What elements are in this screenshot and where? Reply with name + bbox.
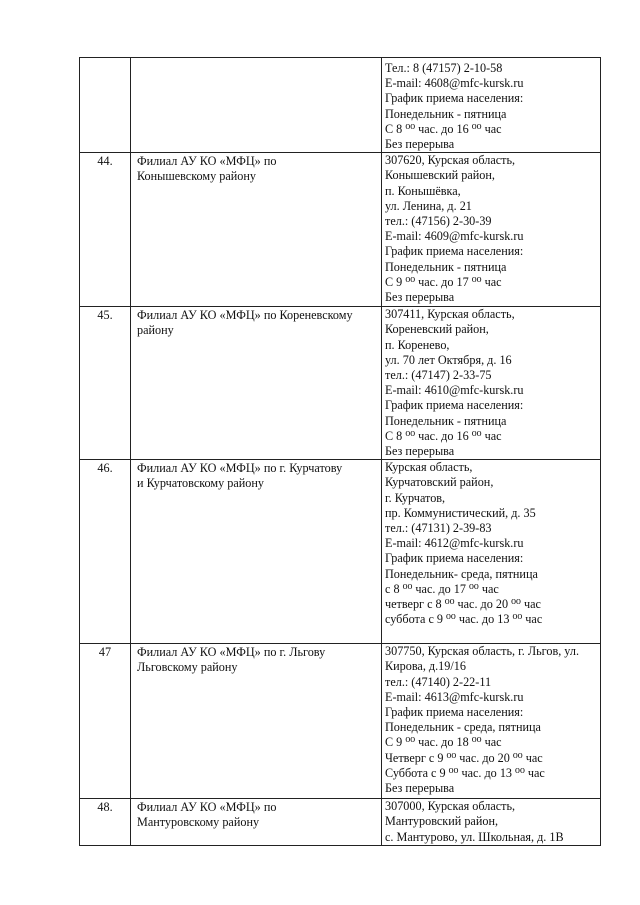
details-line: Без перерыва xyxy=(385,137,455,152)
details-line: С 9 ⁰⁰ час. до 17 ⁰⁰ час xyxy=(385,274,502,289)
details-line: E-mail: 4612@mfc-kursk.ru xyxy=(385,536,524,551)
details-line: Мантуровский район, xyxy=(385,814,499,829)
row-number: 45. xyxy=(97,308,113,323)
details-line: График приема населения: xyxy=(385,244,524,259)
row-number-cell xyxy=(80,644,131,799)
details-line: г. Курчатов, xyxy=(385,490,446,505)
details-line: Без перерыва xyxy=(385,290,455,305)
details-line: 307620, Курская область, xyxy=(385,153,516,168)
details-line: Без перерыва xyxy=(385,781,455,796)
details-line: С 8 ⁰⁰ час. до 16 ⁰⁰ час xyxy=(385,428,502,443)
table-row xyxy=(80,153,601,307)
branches-table xyxy=(79,57,601,846)
branch-name-cell xyxy=(131,307,382,460)
table-row xyxy=(80,58,601,153)
details-line: 307411, Курская область, xyxy=(385,307,515,322)
details-line: тел.: (47131) 2-39-83 xyxy=(385,521,492,536)
row-number: 48. xyxy=(97,800,113,815)
details-line: E-mail: 4610@mfc-kursk.ru xyxy=(385,383,524,398)
details-line: суббота с 9 ⁰⁰ час. до 13 ⁰⁰ час xyxy=(385,612,543,627)
details-line: ул. Ленина, д. 21 xyxy=(385,198,472,213)
details-line: Без перерыва xyxy=(385,444,455,459)
row-number xyxy=(80,58,130,59)
details-line: E-mail: 4608@mfc-kursk.ru xyxy=(385,76,524,91)
details-line: тел.: (47140) 2-22-11 xyxy=(385,674,492,689)
details-line: Кореневский район, xyxy=(385,322,489,337)
details-line: Конышевский район, xyxy=(385,168,495,183)
branch-name-cell xyxy=(131,644,382,799)
branch-details-cell xyxy=(382,799,601,846)
table-row xyxy=(80,644,601,799)
branch-name-line: Филиал АУ КО «МФЦ» по г. Льгову xyxy=(137,645,326,660)
details-line: Суббота с 9 ⁰⁰ час. до 13 ⁰⁰ час xyxy=(385,765,545,780)
branch-name-cell xyxy=(131,460,382,644)
branch-name-line: району xyxy=(137,323,174,338)
branch-name-line: Конышевскому району xyxy=(137,169,256,184)
table-row xyxy=(80,307,601,460)
details-line: С 9 ⁰⁰ час. до 18 ⁰⁰ час xyxy=(385,735,502,750)
branch-details-cell xyxy=(382,644,601,799)
details-line: Понедельник- среда, пятница xyxy=(385,566,538,581)
details-line: 307750, Курская область, г. Льгов, ул. xyxy=(385,644,579,659)
branch-details-cell xyxy=(382,153,601,307)
details-line: Понедельник - среда, пятница xyxy=(385,720,541,735)
details-line: четверг с 8 ⁰⁰ час. до 20 ⁰⁰ час xyxy=(385,597,541,612)
details-line: График приема населения: xyxy=(385,91,524,106)
branch-name-line: Мантуровскому району xyxy=(137,815,260,830)
branch-details-cell xyxy=(382,307,601,460)
details-line: Понедельник - пятница xyxy=(385,413,507,428)
details-line: E-mail: 4609@mfc-kursk.ru xyxy=(385,229,524,244)
details-line: п. Конышёвка, xyxy=(385,183,461,198)
details-line: Курчатовский район, xyxy=(385,475,494,490)
branch-name-line: Филиал АУ КО «МФЦ» по xyxy=(137,154,277,169)
details-line: С 8 ⁰⁰ час. до 16 ⁰⁰ час xyxy=(385,121,502,136)
row-number-cell xyxy=(80,799,131,846)
details-line: пр. Коммунистический, д. 35 xyxy=(385,505,536,520)
table-row xyxy=(80,460,601,644)
details-line: Кирова, д.19/16 xyxy=(385,659,466,674)
row-number-cell xyxy=(80,58,131,153)
details-line: Понедельник - пятница xyxy=(385,106,507,121)
row-number-cell xyxy=(80,153,131,307)
details-line: Тел.: 8 (47157) 2-10-58 xyxy=(385,61,503,75)
branch-name-line: Льговскому району xyxy=(137,660,238,675)
details-line: с. Мантурово, ул. Школьная, д. 1В xyxy=(385,829,564,844)
branch-name-cell xyxy=(131,799,382,846)
row-number-cell xyxy=(80,460,131,644)
details-line: Курская область, xyxy=(385,460,473,475)
details-line: Понедельник - пятница xyxy=(385,259,507,274)
details-line: с 8 ⁰⁰ час. до 17 ⁰⁰ час xyxy=(385,581,499,596)
row-number-cell xyxy=(80,307,131,460)
branch-name-line: и Курчатовскому району xyxy=(137,476,264,491)
table-row xyxy=(80,799,601,846)
details-line: График приема населения: xyxy=(385,398,524,413)
branch-name-line: Филиал АУ КО «МФЦ» по xyxy=(137,800,277,815)
details-line: п. Коренево, xyxy=(385,337,450,352)
row-number: 44. xyxy=(97,154,113,169)
branch-name-line: Филиал АУ КО «МФЦ» по г. Курчатову xyxy=(137,461,343,476)
row-number: 47 xyxy=(98,645,112,660)
details-line: График приема населения: xyxy=(385,705,524,720)
details-line: График приема населения: xyxy=(385,551,524,566)
branch-name-cell xyxy=(131,58,382,153)
branch-details-cell xyxy=(382,58,601,153)
branch-name-line: Филиал АУ КО «МФЦ» по Кореневскому xyxy=(137,308,353,323)
details-line: тел.: (47147) 2-33-75 xyxy=(385,368,492,383)
details-line: E-mail: 4613@mfc-kursk.ru xyxy=(385,689,524,704)
branch-details-cell xyxy=(382,460,601,644)
details-line: 307000, Курская область, xyxy=(385,799,516,814)
details-line: тел.: (47156) 2-30-39 xyxy=(385,214,492,229)
row-number: 46. xyxy=(97,461,113,476)
branch-name-cell xyxy=(131,153,382,307)
details-line: Четверг с 9 ⁰⁰ час. до 20 ⁰⁰ час xyxy=(385,750,543,765)
details-line: ул. 70 лет Октября, д. 16 xyxy=(385,352,512,367)
